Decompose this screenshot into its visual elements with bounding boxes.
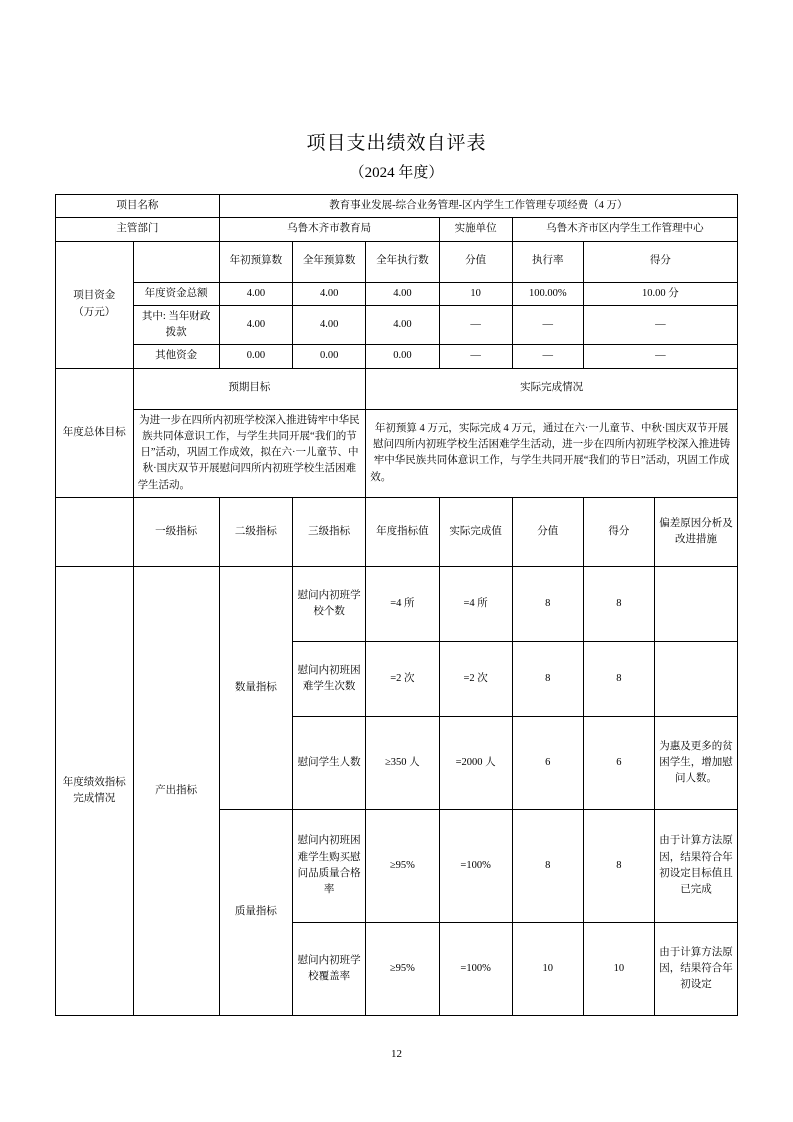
perf-header-target: 年度指标值: [366, 497, 439, 566]
perf-header-score: 分值: [512, 497, 583, 566]
table-row: [56, 497, 738, 566]
perf-target-value: ≥95%: [366, 809, 439, 922]
funds-row-v3: 4.00: [366, 305, 439, 345]
perf-deviation: [654, 641, 737, 716]
funds-row-score: 10: [439, 282, 512, 305]
table-row: [56, 195, 738, 218]
perf-target-value: =2 次: [366, 641, 439, 716]
funds-row-score: —: [439, 305, 512, 345]
perf-actual-value: =2 次: [439, 641, 512, 716]
funds-header-1: 全年预算数: [293, 241, 366, 282]
funds-row-label: [56, 241, 134, 368]
funds-row-name: 其他资金: [133, 345, 219, 368]
perf-target-value: ≥95%: [366, 922, 439, 1015]
funds-row-v2: 0.00: [293, 345, 366, 368]
perf-score: 8: [512, 809, 583, 922]
perf-got: 8: [583, 566, 654, 641]
perf-score: 8: [512, 641, 583, 716]
table-row: [56, 409, 738, 497]
funds-row-rate: —: [512, 305, 583, 345]
perf-deviation: 由于计算方法原因，结果符合年初设定: [654, 922, 737, 1015]
page-title: 项目支出绩效自评表: [306, 133, 487, 154]
expected-goal-header: 预期目标: [133, 368, 366, 409]
funds-header-5: 得分: [583, 241, 737, 282]
perf-actual-value: =100%: [439, 809, 512, 922]
funds-header-0: 年初预算数: [219, 241, 292, 282]
perf-actual-value: =2000 人: [439, 716, 512, 809]
perf-level3: 慰问内初班困难学生购买慰问品质量合格率: [293, 809, 366, 922]
actual-goal-header: 实际完成情况: [366, 368, 738, 409]
unit-label: 实施单位: [439, 218, 512, 241]
performance-self-evaluation-table: [55, 194, 738, 1016]
dept-value: 乌鲁木齐市教育局: [219, 218, 439, 241]
expected-goal-text: 为进一步在四所内初班学校深入推进铸牢中华民族共同体意识工作，与学生共同开展“我们的节日”活动，巩固工作成效，拟在六·一儿童节、中秋·国庆双节开展慰问四所内初班学校生活困难学生活动。: [133, 409, 366, 497]
perf-got: 6: [583, 716, 654, 809]
perf-header-deviation: 偏差原因分析及改进措施: [654, 497, 737, 566]
perf-header-got: 得分: [583, 497, 654, 566]
table-row: [56, 282, 738, 305]
perf-header-level2: 二级指标: [219, 497, 292, 566]
funds-row-label-line1: 项目资金: [73, 290, 116, 302]
goals-row-label: 年度总体目标: [56, 368, 134, 497]
funds-row-rate: 100.00%: [512, 282, 583, 305]
perf-actual-value: =4 所: [439, 566, 512, 641]
funds-header-4: 执行率: [512, 241, 583, 282]
perf-row-label: 年度绩效指标完成情况: [56, 566, 134, 1015]
perf-actual-value: =100%: [439, 922, 512, 1015]
actual-goal-text: 年初预算 4 万元，实际完成 4 万元，通过在六·一儿童节、中秋·国庆双节开展慰问四所内初班学校生活困难学生活动，进一步在四所内初班学校深入推进铸牢中华民族共同体意识工作，与学生共同开展“我们的节日”活动，巩固工作成效。: [366, 409, 738, 497]
perf-corner-cell: [56, 497, 134, 566]
perf-level1-output: 产出指标: [133, 566, 219, 1015]
perf-level3: 慰问学生人数: [293, 716, 366, 809]
table-row: [56, 241, 738, 282]
funds-row-v2: 4.00: [293, 282, 366, 305]
perf-score: 10: [512, 922, 583, 1015]
project-name-label: 项目名称: [56, 195, 220, 218]
perf-deviation: 为惠及更多的贫困学生，增加慰问人数。: [654, 716, 737, 809]
perf-level2-quality: 质量指标: [219, 809, 292, 1015]
perf-got: 10: [583, 922, 654, 1015]
funds-row-name: 年度资金总额: [133, 282, 219, 305]
perf-deviation: 由于计算方法原因，结果符合年初设定目标值且已完成: [654, 809, 737, 922]
table-row: [56, 368, 738, 409]
unit-value: 乌鲁木齐市区内学生工作管理中心: [512, 218, 737, 241]
perf-deviation: [654, 566, 737, 641]
funds-row-got: —: [583, 345, 737, 368]
funds-row-v1: 4.00: [219, 282, 292, 305]
page-subtitle: （2024 年度）: [349, 165, 444, 181]
perf-header-level3: 三级指标: [293, 497, 366, 566]
table-row: [56, 305, 738, 345]
funds-row-v1: 0.00: [219, 345, 292, 368]
perf-level3: 慰问内初班学校覆盖率: [293, 922, 366, 1015]
funds-row-v1: 4.00: [219, 305, 292, 345]
funds-row-got: 10.00 分: [583, 282, 737, 305]
dept-label: 主管部门: [56, 218, 220, 241]
funds-row-rate: —: [512, 345, 583, 368]
project-name-value: 教育事业发展-综合业务管理-区内学生工作管理专项经费（4 万）: [219, 195, 737, 218]
funds-header-2: 全年执行数: [366, 241, 439, 282]
table-row: [56, 218, 738, 241]
perf-target-value: =4 所: [366, 566, 439, 641]
perf-score: 6: [512, 716, 583, 809]
perf-score: 8: [512, 566, 583, 641]
perf-target-value: ≥350 人: [366, 716, 439, 809]
perf-level3: 慰问内初班困难学生次数: [293, 641, 366, 716]
funds-row-label-line2: （万元）: [73, 306, 116, 318]
funds-row-v2: 4.00: [293, 305, 366, 345]
funds-row-v3: 4.00: [366, 282, 439, 305]
page-number: 12: [391, 1048, 402, 1060]
funds-corner-cell: [133, 241, 219, 282]
perf-level2-quantity: 数量指标: [219, 566, 292, 809]
funds-row-name: 其中: 当年财政拨款: [133, 305, 219, 345]
table-row: [56, 345, 738, 368]
funds-row-score: —: [439, 345, 512, 368]
perf-header-level1: 一级指标: [133, 497, 219, 566]
funds-header-3: 分值: [439, 241, 512, 282]
funds-row-got: —: [583, 305, 737, 345]
perf-level3: 慰问内初班学校个数: [293, 566, 366, 641]
perf-got: 8: [583, 809, 654, 922]
funds-row-v3: 0.00: [366, 345, 439, 368]
perf-header-actual: 实际完成值: [439, 497, 512, 566]
table-row: [56, 566, 738, 641]
perf-got: 8: [583, 641, 654, 716]
